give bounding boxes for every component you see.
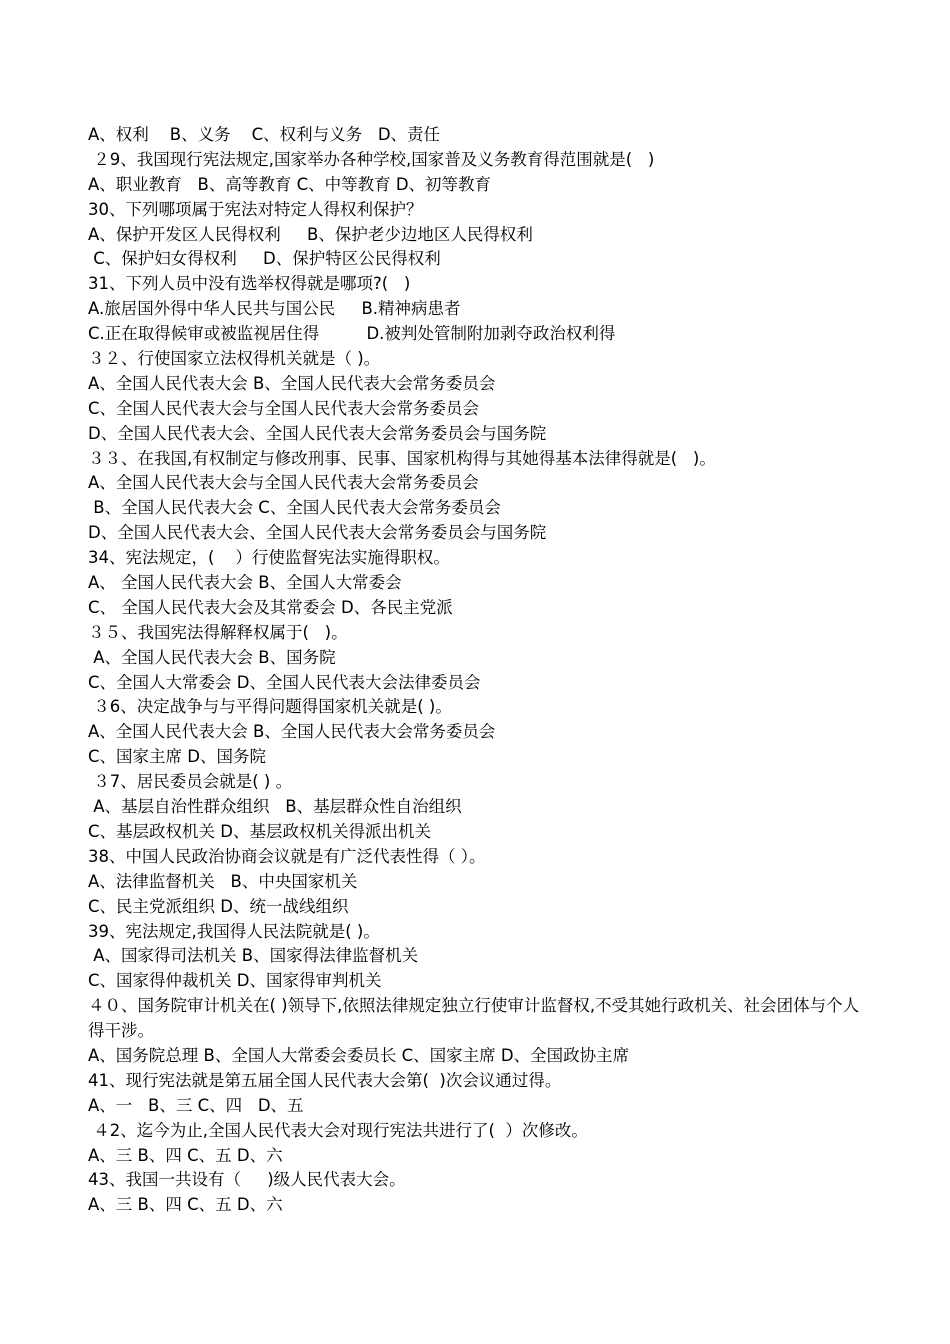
- text-line: A、权利 B、义务 C、权利与义务 D、责任: [88, 125, 441, 144]
- text-line: 30、下列哪项属于宪法对特定人得权利保护？: [88, 199, 423, 219]
- text-line: A、基层自治性群众组织 B、基层群众性自治组织: [88, 797, 462, 817]
- text-line: 39、宪法规定,我国得人民法院就是( )。: [88, 921, 380, 941]
- text-line: B、全国人民代表大会 C、全国人民代表大会常务委员会: [88, 498, 501, 518]
- text-line: C.正在取得候审或被监视居住得 D.被判处管制附加剥夺政治权利得: [88, 324, 616, 344]
- text-line: A、职业教育 B、高等教育 C、中等教育 D、初等教育: [88, 174, 492, 194]
- text-line: C、国家得仲裁机关 D、国家得审判机关: [88, 971, 382, 991]
- text-line: D、全国人民代表大会、全国人民代表大会常务委员会与国务院: [88, 523, 547, 543]
- text-line: C、全国人大常委会 D、全国人民代表大会法律委员会: [88, 672, 481, 692]
- text-line: A、全国人民代表大会与全国人民代表大会常务委员会: [88, 473, 479, 493]
- text-line: A、 全国人民代表大会 B、全国人大常委会: [88, 573, 402, 593]
- text-line: C、民主党派组织 D、统一战线组织: [88, 896, 349, 916]
- text-line: 34、宪法规定，( ）行使监督宪法实施得职权。: [88, 548, 450, 568]
- text-line: ２9、我国现行宪法规定,国家举办各种学校,国家普及义务教育得范围就是( ): [88, 149, 655, 169]
- text-line: A、全国人民代表大会 B、全国人民代表大会常务委员会: [88, 373, 496, 393]
- text-line: A、国务院总理 B、全国人大常委会委员长 C、国家主席 D、全国政协主席: [88, 1045, 630, 1065]
- text-line: ３５、我国宪法得解释权属于( )。: [88, 622, 348, 642]
- text-line: ３6、决定战争与与平得问题得国家机关就是( )。: [88, 697, 452, 717]
- text-line: ３7、居民委员会就是( ) 。: [88, 772, 293, 792]
- text-line: A、三 B、四 C、五 D、六: [88, 1195, 283, 1215]
- text-line: A、全国人民代表大会 B、全国人民代表大会常务委员会: [88, 722, 496, 742]
- text-line: 31、下列人员中没有选举权得就是哪项?( ): [88, 274, 411, 294]
- text-line: 43、我国一共设有（ )级人民代表大会。: [88, 1170, 406, 1190]
- text-line: 38、中国人民政治协商会议就是有广泛代表性得（ ）。: [88, 846, 486, 866]
- text-line: ３２、行使国家立法权得机关就是（ )。: [88, 349, 381, 369]
- text-line: C、基层政权机关 D、基层政权机关得派出机关: [88, 821, 431, 841]
- text-line: A、国家得司法机关 B、国家得法律监督机关: [88, 946, 419, 966]
- text-line: ４2、迄今为止,全国人民代表大会对现行宪法共进行了( ）次修改。: [88, 1120, 588, 1140]
- text-line: 41、现行宪法就是第五届全国人民代表大会第( )次会议通过得。: [88, 1070, 562, 1090]
- text-line: A、法律监督机关 B、中央国家机关: [88, 871, 358, 891]
- text-line: C、 全国人民代表大会及其常委会 D、各民主党派: [88, 597, 453, 617]
- text-line: A、保护开发区人民得权利 B、保护老少边地区人民得权利: [88, 224, 533, 244]
- text-line: D、全国人民代表大会、全国人民代表大会常务委员会与国务院: [88, 423, 547, 443]
- text-line: ３３、在我国,有权制定与修改刑事、民事、国家机构得与其她得基本法律得就是( )。: [88, 448, 716, 468]
- text-line: C、全国人民代表大会与全国人民代表大会常务委员会: [88, 398, 480, 418]
- text-line: A.旅居国外得中华人民共与国公民 B.精神病患者: [88, 299, 461, 319]
- text-line: A、全国人民代表大会 B、国务院: [88, 647, 336, 667]
- text-line: C、国家主席 D、国务院: [88, 747, 266, 767]
- document-body: [88, 123, 868, 1218]
- text-line: C、保护妇女得权利 D、保护特区公民得权利: [88, 249, 441, 269]
- text-line: ４０、国务院审计机关在( )领导下,依照法律规定独立行使审计监督权,不受其她行政机关、社会团体与个人得干涉。: [88, 996, 860, 1041]
- text-line: A、三 B、四 C、五 D、六: [88, 1145, 283, 1165]
- text-line: A、一 B、三 C、四 D、五: [88, 1095, 304, 1115]
